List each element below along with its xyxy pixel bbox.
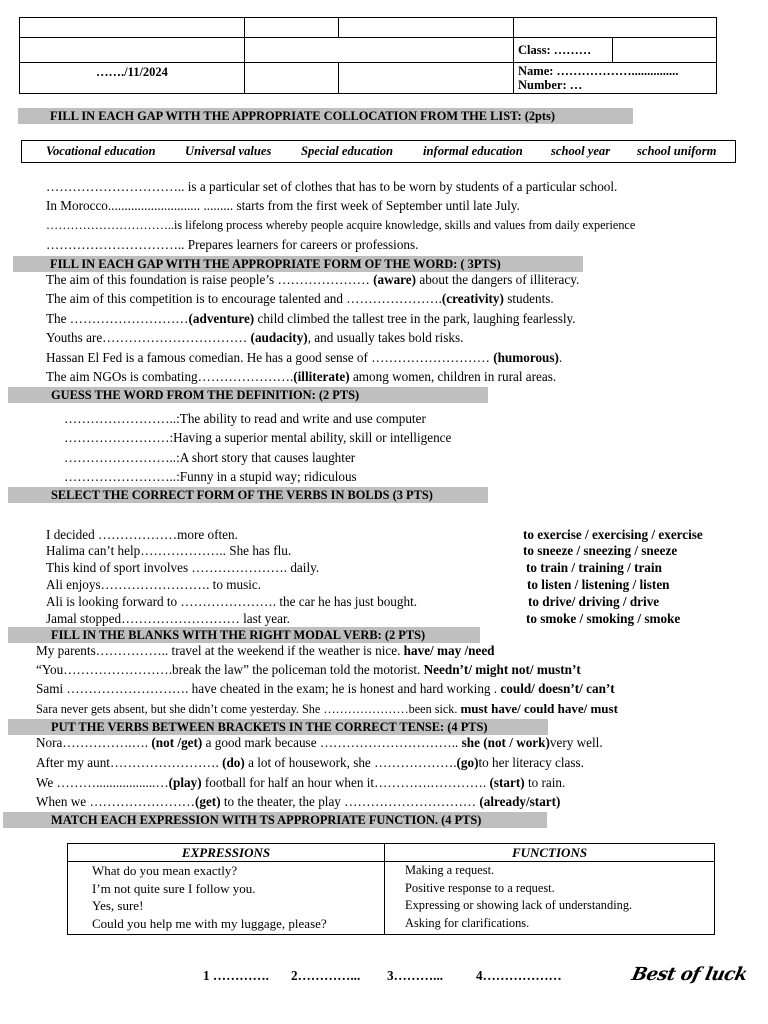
header-cell [613, 38, 717, 63]
s6-item-3: We ………..................…(play) football for half an hour when it………….…………. (start) to rain. [36, 775, 566, 790]
header-cell [20, 18, 245, 38]
functions-column [385, 862, 715, 935]
header-cell [339, 63, 514, 94]
s6-item-1: Nora…………….…. (not /get) a good mark because ………………………….. she (not / work)very well. [36, 735, 603, 750]
section2-title: FILL IN EACH GAP WITH THE APPROPRIATE FORM OF THE WORD: ( 3PTS) [50, 257, 501, 271]
s2-item-4: Youths are…………………………… (audacity), and usually takes bold risks. [46, 330, 464, 345]
s1-item-3: …………………………..is lifelong process whereby people acquire knowledge, skills and values from daily experience [46, 218, 636, 232]
word-list-item: school year [551, 144, 611, 158]
s4-options-5: to drive/ driving / drive [528, 594, 660, 609]
name-field: Name: ………………............... [518, 64, 679, 78]
section6-heading [8, 719, 548, 735]
s4-sentence-6: Jamal stopped……………………… last year. [46, 611, 290, 626]
section4-title: SELECT THE CORRECT FORM OF THE VERBS IN BOLDS (3 PTS) [51, 488, 433, 502]
expressions-column [68, 862, 385, 935]
section7-title: MATCH EACH EXPRESSION WITH TS APPROPRIATE FUNCTION. (4 PTS) [51, 813, 482, 827]
answer-3: 3………... [387, 968, 444, 983]
s3-item-1: ……………………..:The ability to read and write and use computer [64, 411, 426, 426]
section1-heading [18, 108, 633, 124]
best-of-luck: Best of luck [629, 964, 749, 985]
function-item: Asking for clarifications. [405, 915, 530, 930]
s4-sentence-5: Ali is looking forward to …………………. the car he has just bought. [46, 594, 418, 609]
s6-item-4: When we ……………………(get) to the theater, the play ………………………… (already/start) [36, 794, 561, 809]
s4-options-1: to exercise / exercising / exercise [523, 527, 703, 542]
s4-options-2: to sneeze / sneezing / sneeze [523, 543, 678, 558]
header-cell [20, 38, 245, 63]
function-item: Making a request. [405, 863, 495, 877]
expression-item: I’m not quite sure I follow you. [92, 880, 256, 896]
expression-item: Could you help me with my luggage, please? [92, 915, 327, 931]
section6-title: PUT THE VERBS BETWEEN BRACKETS IN THE CORRECT TENSE: (4 PTS) [51, 720, 488, 734]
answer-4: 4……………… [476, 968, 562, 983]
s1-item-2: In Morocco............................ ......... starts from the first week of September until late July. [46, 198, 520, 213]
section5-title: FILL IN THE BLANKS WITH THE RIGHT MODAL VERB: (2 PTS) [51, 628, 426, 642]
header-cell [339, 18, 514, 38]
section5-heading [8, 627, 480, 643]
matching-table [67, 843, 715, 935]
s5-item-2: “You…………………….break the law” the policeman told the motorist. Needn’t/ might not/ mustn’t [36, 662, 581, 677]
s4-options-3: to train / training / train [526, 560, 662, 575]
section3-title: GUESS THE WORD FROM THE DEFINITION: (2 PTS) [51, 388, 360, 402]
answer-2: 2…………... [291, 968, 361, 983]
expression-item: Yes, sure! [92, 898, 144, 913]
header-table [19, 17, 717, 94]
word-list-box [21, 140, 736, 163]
s2-item-2: The aim of this competition is to encourage talented and ………………….(creativity) students. [46, 291, 554, 306]
s3-item-3: ……………………..:A short story that causes laughter [64, 450, 356, 465]
function-item: Expressing or showing lack of understanding. [405, 898, 633, 912]
class-field: Class: ……… [514, 38, 613, 63]
s4-sentence-4: Ali enjoys……………………. to music. [46, 577, 262, 592]
expression-item: What do you mean exactly? [92, 863, 238, 878]
date-field: ……./11/2024 [20, 63, 245, 94]
word-list-item: Vocational education [46, 144, 156, 158]
word-list-item: Universal values [185, 144, 272, 158]
s3-item-4: ……………………..:Funny in a stupid way; ridiculous [64, 469, 357, 484]
word-list-item: Special education [301, 144, 393, 158]
function-item: Positive response to a request. [405, 880, 555, 895]
name-number-cell [514, 63, 717, 94]
s4-sentence-3: This kind of sport involves …………………. daily. [46, 560, 320, 575]
header-cell [245, 18, 339, 38]
s2-item-3: The ………………………(adventure) child climbed the tallest tree in the park, laughing fearlessly. [46, 311, 576, 326]
s2-item-5: Hassan El Fed is a famous comedian. He has a good sense of ……………………… (humorous). [46, 350, 563, 365]
section7-heading [3, 812, 547, 828]
s4-options-4: to listen / listening / listen [527, 577, 670, 592]
word-list-item: informal education [423, 144, 523, 158]
header-cell [514, 18, 717, 38]
section3-heading [8, 387, 488, 403]
s6-item-2: After my aunt……………………. (do) a lot of housework, she ……………….(go)to her literacy class. [36, 755, 584, 770]
s1-item-4: ………………………….. Prepares learners for careers or professions. [46, 237, 419, 252]
s5-item-3: Sami ………………………. have cheated in the exam; he is honest and hard working . could/ doesn’t/ can’t [36, 681, 615, 696]
header-cell [245, 38, 514, 63]
answer-1: 1 …………. [203, 968, 269, 983]
s3-item-2: ……………………:Having a superior mental ability, skill or intelligence [64, 430, 452, 445]
s5-item-4: Sara never gets absent, but she didn’t come yesterday. She …………………been sick. must have/ could have/ must [36, 701, 618, 716]
expressions-header: EXPRESSIONS [68, 844, 385, 862]
section1-title: FILL IN EACH GAP WITH THE APPROPRIATE COLLOCATION FROM THE LIST: (2pts) [50, 109, 555, 123]
functions-header: FUNCTIONS [385, 844, 715, 862]
section2-heading [13, 256, 583, 272]
s4-options-6: to smoke / smoking / smoke [526, 611, 681, 626]
s4-sentence-2: Halima can’t help……………….. She has flu. [46, 543, 292, 558]
s1-item-1: ………………………….. is a particular set of clothes that has to be worn by students of a particular school. [46, 179, 618, 194]
s2-item-1: The aim of this foundation is raise people’s ………………… (aware) about the dangers of illiteracy. [46, 272, 580, 287]
number-field: Number: … [518, 78, 583, 92]
section4-heading [8, 487, 488, 503]
word-list-item: school uniform [637, 144, 717, 158]
header-cell [245, 63, 339, 94]
s5-item-1: My parents…………….. travel at the weekend if the weather is nice. have/ may /need [36, 643, 495, 658]
s4-sentence-1: I decided ………………more often. [46, 527, 238, 542]
s2-item-6: The aim NGOs is combating………………….(illiterate) among women, children in rural areas. [46, 369, 557, 384]
